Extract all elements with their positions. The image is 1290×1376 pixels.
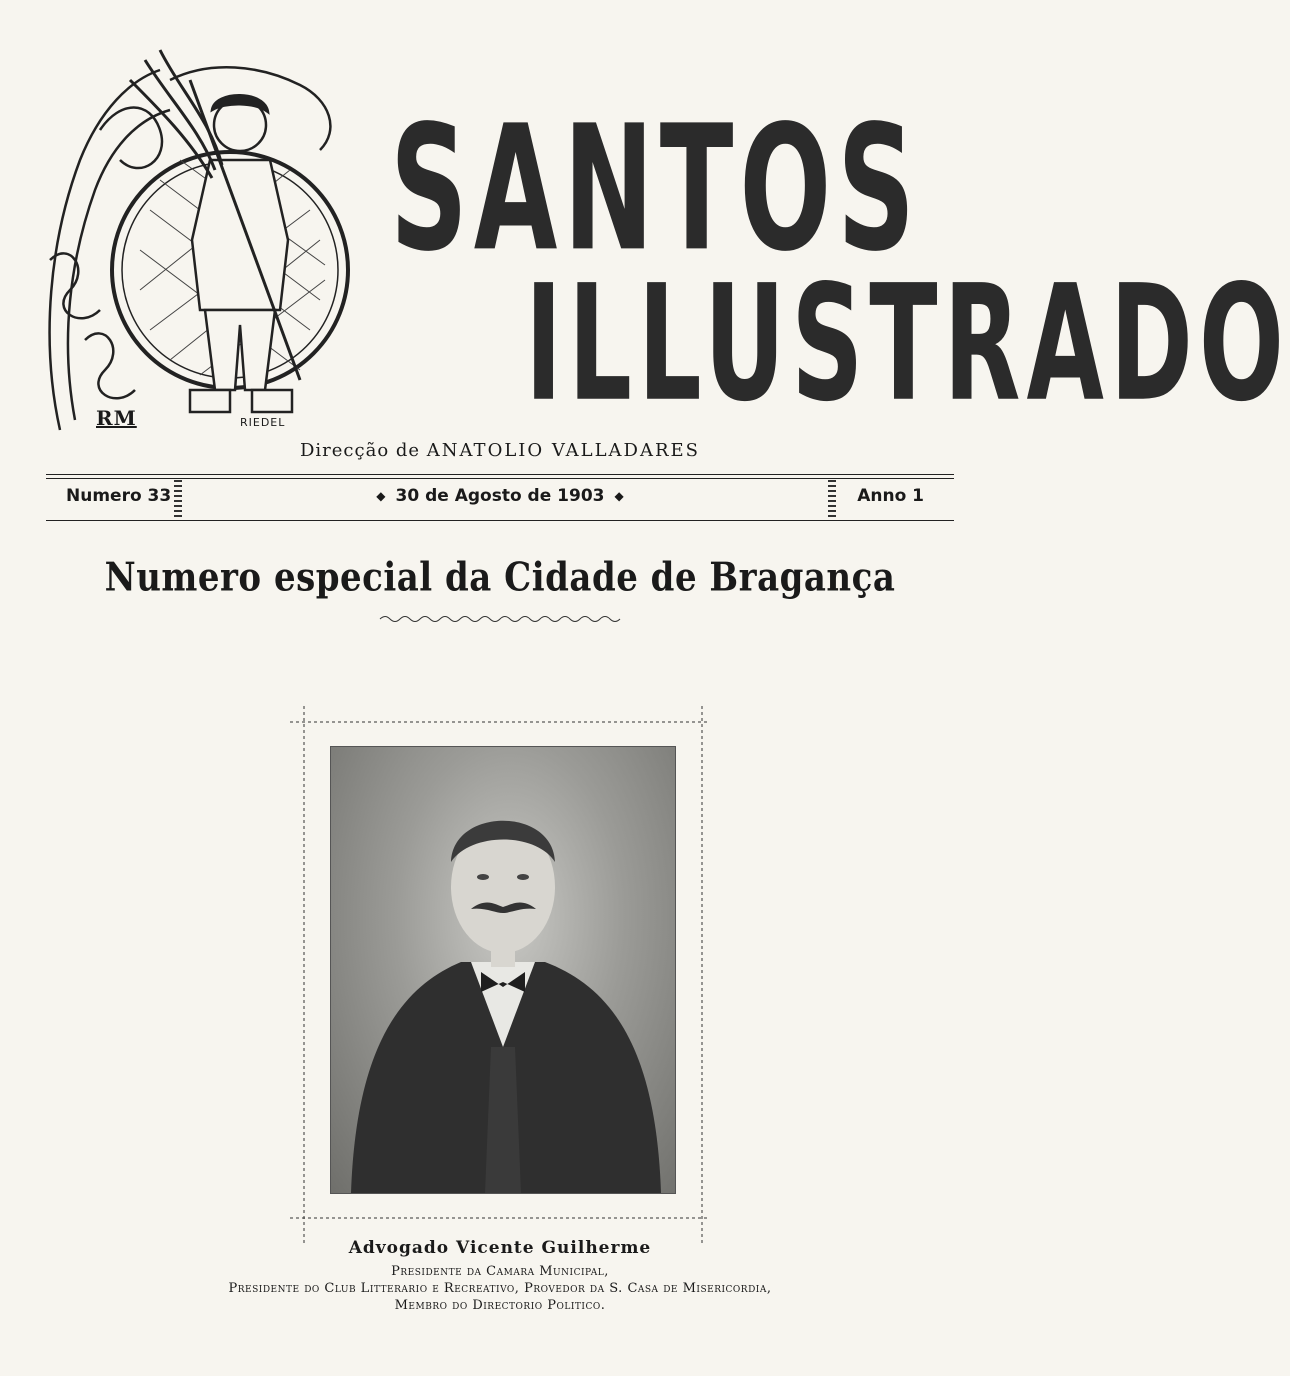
monogram-signature: RM (96, 406, 137, 430)
masthead-illustration (40, 40, 360, 440)
artist-signature: RIEDEL (240, 416, 286, 429)
headline-squiggle-ornament (380, 614, 620, 624)
portrait-caption-line: Presidente do Club Litterario e Recreativo, Provedor da S. Casa de Misericordia, (228, 1281, 772, 1296)
portrait-figure (331, 747, 675, 1193)
page-headline: Numero especial da Cidade de Bragança (104, 555, 896, 601)
title-illustrado: ILLUSTRADO (525, 250, 1290, 438)
ornament-divider (828, 480, 836, 518)
masthead (40, 30, 1290, 440)
portrait-caption-line: Membro do Directorio Politico. (394, 1298, 606, 1313)
diamond-icon: ◆ (614, 489, 624, 503)
top-rule (46, 474, 954, 475)
portrait-caption-line: Presidente da Camara Municipal, (391, 1264, 609, 1279)
issue-year: Anno 1 (857, 486, 924, 506)
issue-number: Numero 33 (66, 486, 172, 506)
title-logo (340, 90, 1290, 450)
portrait-caption-name: Advogado Vicente Guilherme (348, 1238, 652, 1258)
diamond-icon: ◆ (376, 489, 386, 503)
issue-date-text: 30 de Agosto de 1903 (395, 486, 605, 506)
direction-line (0, 440, 1000, 461)
title-santos: SANTOS (390, 90, 922, 290)
portrait-photo (330, 746, 676, 1194)
bottom-rule (46, 520, 954, 521)
direction-prefix: Direcção de (299, 440, 421, 461)
issue-info-bar (46, 478, 954, 520)
director-name: ANATOLIO VALLADARES (426, 440, 701, 461)
issue-date (46, 486, 954, 506)
